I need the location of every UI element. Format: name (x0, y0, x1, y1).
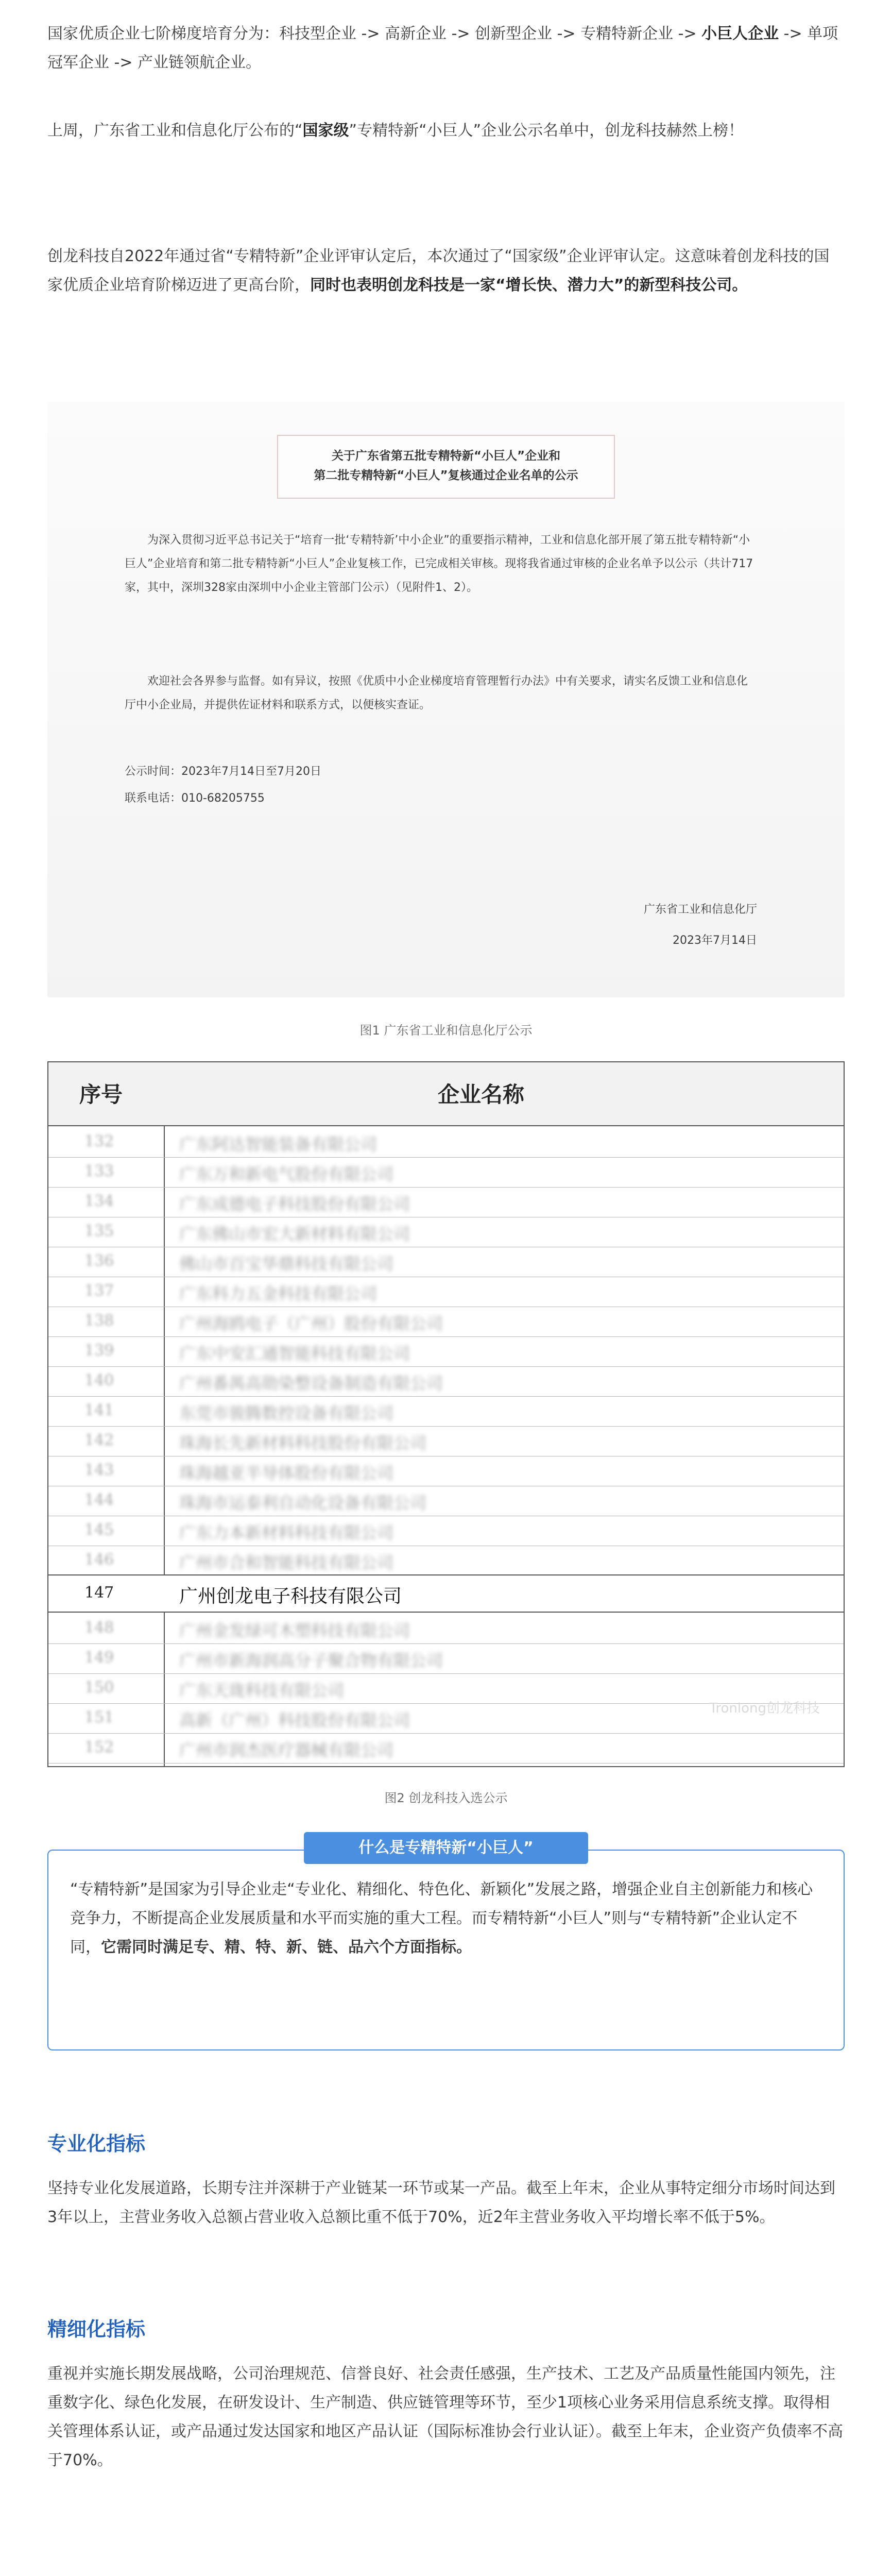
figure-caption-2: 图2 创龙科技入选公示 (384, 1791, 508, 1805)
row-number: 136 (84, 1252, 114, 1270)
intro-text: -> 单项冠军企业 -> 产业链领航企业。 (47, 25, 838, 72)
row-number: 139 (84, 1342, 114, 1360)
table-row (48, 1126, 844, 1158)
section-text-specialization: 坚持专业化发展道路，长期专注并深耕于产业链某一环节或某一产品。截至上年末，企业从事特定细分市场时间达到3年以上，主营业务收入总额占营业收入总额比重不低于70%，近2年主营业务收入平均增长率不低于5%。 (47, 2179, 835, 2226)
info-box-text (70, 1875, 822, 1962)
intro-paragraph-1 (47, 20, 845, 77)
table-row (48, 1395, 844, 1427)
row-company-name: 广州海鸥电子（广州）股份有限公司 (179, 1314, 443, 1333)
table-row (48, 1515, 844, 1546)
table-header (48, 1062, 844, 1126)
row-company-name: 广州创龙电子科技有限公司 (179, 1586, 402, 1607)
table-row (48, 1276, 844, 1307)
row-number: 148 (84, 1619, 114, 1637)
table-row (48, 1425, 844, 1456)
notice-title-line: 第二批专精特新“小巨人”复核通过企业名单的公示 (314, 469, 578, 482)
section-title-specialization: 专业化指标 (47, 2132, 146, 2155)
row-company-name: 广东力本新材料科技有限公司 (179, 1523, 394, 1543)
table-row (48, 1335, 844, 1367)
row-company-name: 广东阿达智能装备有限公司 (179, 1134, 378, 1154)
row-company-name: 广东佛山市宏大新材料有限公司 (179, 1224, 410, 1244)
row-number: 137 (84, 1282, 114, 1300)
section-title-characteristic (47, 2571, 145, 2576)
notice-title-box (277, 435, 615, 499)
row-number: 132 (84, 1132, 114, 1150)
table-row (48, 1455, 844, 1486)
table-row (48, 1613, 844, 1644)
notice-date: 2023年7月14日 (673, 934, 757, 947)
row-number: 152 (84, 1738, 114, 1756)
row-company-name: 广东万和新电气股份有限公司 (179, 1164, 394, 1184)
row-company-name: 广州市新海润高分子聚合物有限公司 (179, 1651, 443, 1670)
row-number: 133 (84, 1162, 114, 1180)
header-company-name: 企业名称 (438, 1082, 525, 1107)
table-row (48, 1545, 844, 1576)
row-number: 135 (84, 1222, 114, 1240)
table-row (48, 1306, 844, 1337)
row-company-name: 高新（广州）科技股份有限公司 (179, 1710, 410, 1730)
row-company-name: 佛山市百宝华鼎科技有限公司 (179, 1254, 394, 1274)
header-number: 序号 (79, 1082, 123, 1107)
row-company-name: 东莞市骏腾数控设备有限公司 (179, 1403, 394, 1423)
row-number: 140 (84, 1371, 114, 1389)
row-company-name: 广州市合和智能科技有限公司 (179, 1553, 394, 1572)
intro-text: ”专精特新“小巨人”企业公示名单中，创龙科技赫然上榜！ (349, 122, 744, 140)
highlight-text: 国家级 (302, 122, 349, 140)
watermark: Tronlong创龙科技 (709, 1701, 820, 1716)
table-row (48, 1216, 844, 1247)
notice-image (47, 402, 845, 997)
row-number: 138 (84, 1312, 114, 1330)
row-number: 151 (84, 1708, 114, 1726)
row-number: 145 (84, 1521, 114, 1539)
intro-text: 国家优质企业七阶梯度培育分为：科技型企业 -> 高新企业 -> 创新型企业 -> 专精特新企业 -> (47, 25, 702, 43)
notice-phone: 联系电话：010-68205755 (125, 792, 265, 805)
row-number: 147 (84, 1584, 114, 1602)
section-text-refinement: 重视并实施长期发展战略，公司治理规范、信誉良好、社会责任感强，生产技术、工艺及产品质量性能国内领先，注重数字化、绿色化发展，在研发设计、生产制造、供应链管理等环节，至少1项核心业务采用信息系统支撑。取得相关管理体系认证，或产品通过发达国家和地区产品认证（国际标准协会行业认证）。截至上年末，企业资产负债率不高于70%。 (47, 2365, 843, 2469)
row-number: 150 (84, 1679, 114, 1697)
notice-organization: 广东省工业和信息化厅 (643, 903, 757, 916)
notice-title-line: 关于广东省第五批专精特新“小巨人”企业和 (331, 449, 561, 463)
table-row-highlighted (48, 1574, 844, 1613)
row-company-name: 广东天珑科技有限公司 (179, 1681, 345, 1700)
table-row (48, 1246, 844, 1277)
row-company-name: 广东中安汇通智能科技有限公司 (179, 1344, 410, 1363)
enterprise-list-image (47, 1061, 845, 1767)
row-company-name: 广东成德电子科技股份有限公司 (179, 1194, 410, 1214)
row-number: 149 (84, 1649, 114, 1667)
row-company-name: 珠海越亚半导体股份有限公司 (179, 1463, 394, 1483)
figure-caption-1: 图1 广东省工业和信息化厅公示 (359, 1023, 533, 1038)
table-row (48, 1186, 844, 1217)
table-row (48, 1732, 844, 1764)
row-number: 134 (84, 1192, 114, 1210)
highlight-text: 小巨人企业 (701, 25, 779, 43)
row-company-name: 珠海长先新材料科技股份有限公司 (179, 1433, 427, 1453)
row-company-name: 广州市润杰医疗器械有限公司 (179, 1740, 394, 1760)
info-box-tag: 什么是专精特新“小巨人” (304, 1832, 588, 1864)
info-text: “专精特新”是国家为引导企业走“专业化、精细化、特色化、新颖化”发展之路，增强企业自主创新能力和核心竞争力，不断提高企业发展质量和水平而实施的重大工程。而专精特新“小巨人”则与“专精特新”企业认定不同， (70, 1880, 813, 1956)
notice-body-paragraph: 为深入贯彻习近平总书记关于“培育一批‘专精特新’中小企业”的重要指示精神，工业和信息化部开展了第五批专精特新“小巨人”企业培育和第二批专精特新“小巨人”企业复核工作，已完成相关审核。现将我省通过审核的企业名单予以公示（共计717家，其中，深圳328家由深圳中小企业主管部门公示）（见附件1、2）。 (125, 534, 753, 594)
row-number: 146 (84, 1551, 114, 1569)
info-text-bold: 它需同时满足专、精、特、新、链、品六个方面指标。 (101, 1938, 472, 1956)
intro-text: 上周，广东省工业和信息化厅公布的“ (47, 122, 303, 140)
row-company-name: 广东科力五金科技有限公司 (179, 1284, 378, 1303)
table-row (48, 1156, 844, 1188)
notice-body-paragraph: 欢迎社会各界参与监督。如有异议，按照《优质中小企业梯度培育管理暂行办法》中有关要求，请实名反馈工业和信息化厅中小企业局，并提供佐证材料和联系方式，以便核实查证。 (125, 675, 748, 711)
table-row (48, 1642, 844, 1674)
row-company-name: 广州金发绿可木塑科技有限公司 (179, 1621, 410, 1640)
row-company-name: 广州番禺高勋染整设备制造有限公司 (179, 1374, 443, 1393)
row-number: 141 (84, 1401, 114, 1419)
notice-period: 公示时间：2023年7月14日至7月20日 (125, 765, 321, 778)
intro-paragraph-2 (47, 116, 845, 145)
intro-paragraph-3 (47, 242, 845, 300)
row-number: 144 (84, 1491, 114, 1509)
section-title-refinement: 精细化指标 (47, 2318, 146, 2341)
intro-text: 创龙科技自2022年通过省“专精特新”企业评审认定后，本次通过了“国家级”企业评审认定。这意味着创龙科技的国家优质企业培育阶梯迈进了更高台阶， (47, 247, 830, 294)
highlight-text: 同时也表明创龙科技是一家“增长快、潜力大”的新型科技公司。 (310, 276, 748, 294)
row-number: 143 (84, 1461, 114, 1479)
table-row (48, 1365, 844, 1397)
row-number: 142 (84, 1431, 114, 1449)
row-company-name: 珠海市运泰利自动化设备有限公司 (179, 1493, 427, 1513)
table-row (48, 1485, 844, 1516)
